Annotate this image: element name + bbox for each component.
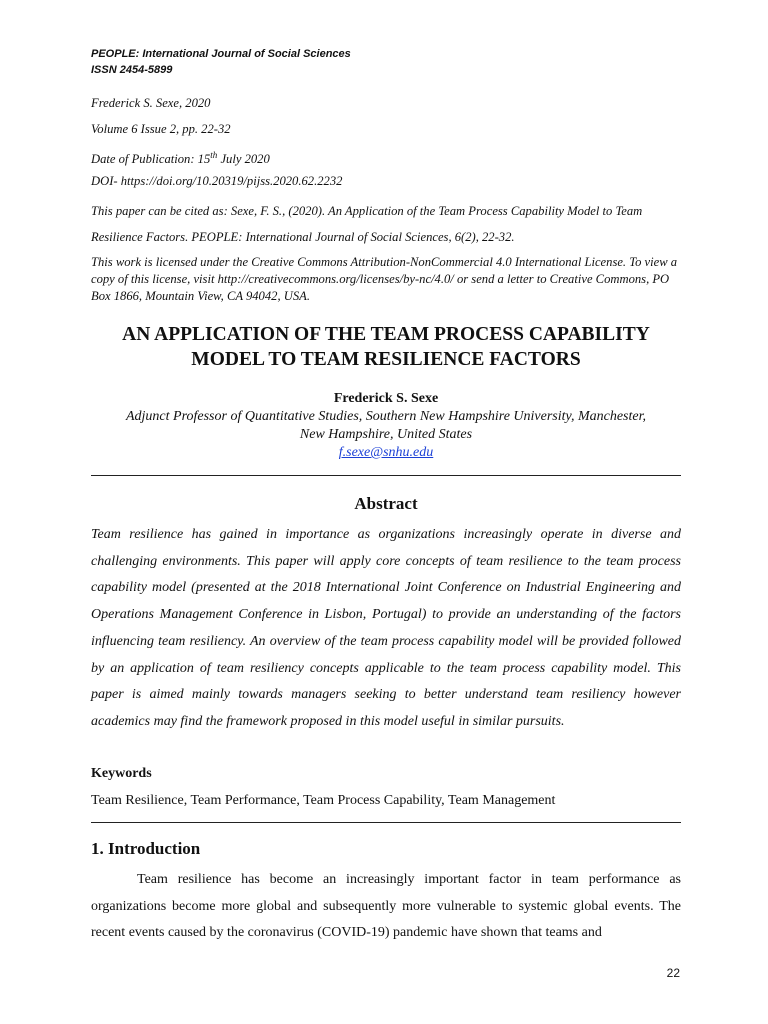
license-statement: This work is licensed under the Creative Commons Attribution-NonCommercial 4.0 International License. To view a copy of this license, visit http://creativecommons.org/licenses/by-nc/4.0/ or send a letter to Creative Commons, PO Box 1866, Mountain View, CA 94042, USA. — [91, 255, 678, 303]
paper-title — [91, 322, 681, 372]
divider-top — [91, 475, 681, 476]
title-line-2: MODEL TO TEAM RESILIENCE FACTORS — [191, 349, 581, 370]
divider-bottom — [91, 822, 681, 823]
introduction-body: Team resilience has become an increasingly important factor in team performance as organizations become more global and subsequently more vulnerable to systemic global events. The recent events caused by the coronavirus (COVID-19) pandemic have shown that teams and — [91, 872, 681, 941]
page-number: 22 — [666, 966, 680, 980]
abstract-body: Team resilience has gained in importance as organizations increasingly operate in diverse and challenging environments. This paper will apply core concepts of team resilience to the team process capability model (presented at the 2018 International Joint Conference on Industrial Engineering and Operations Management Conference in Lisbon, Portugal) to provide an understanding of the factors influencing team resiliency. An overview of the team process capability model will be provided followed by an application of team resiliency concepts applicable to the team process capability model. This paper is aimed mainly towards managers seeking to better understand team resiliency however academics may find the framework proposed in this model useful in similar pursuits. — [91, 527, 681, 729]
pub-date-suffix: July 2020 — [217, 152, 270, 167]
title-line-1: AN APPLICATION OF THE TEAM PROCESS CAPABILITY — [122, 324, 650, 345]
keywords-body: Team Resilience, Team Performance, Team Process Capability, Team Management — [91, 793, 556, 808]
affiliation-line-2: New Hampshire, United States — [299, 427, 473, 442]
pub-date-superscript: th — [210, 150, 218, 160]
journal-issn: ISSN 2454-5899 — [91, 64, 173, 76]
author-year: Frederick S. Sexe, 2020 — [91, 96, 211, 110]
pub-date-prefix: Date of Publication: 15 — [91, 152, 211, 167]
citation: This paper can be cited as: Sexe, F. S., (2020). An Application of the Team Process Capability Model to Team Resilience Factors. PEOPLE: International Journal of Social Sciences, 6(2), 22-32. — [91, 204, 643, 244]
volume-info: Volume 6 Issue 2, pp. 22-32 — [91, 122, 231, 136]
author-block — [91, 390, 681, 462]
publication-date — [91, 146, 681, 172]
journal-name: PEOPLE: International Journal of Social Sciences — [91, 48, 351, 60]
author-name: Frederick S. Sexe — [333, 391, 439, 406]
author-email-link[interactable]: f.sexe@snhu.edu — [338, 445, 434, 460]
journal-header — [91, 46, 351, 78]
affiliation-line-1: Adjunct Professor of Quantitative Studies, Southern New Hampshire University, Manchester, — [125, 409, 647, 424]
abstract-heading: Abstract — [354, 494, 418, 513]
publication-metadata — [91, 94, 681, 305]
doi: DOI- https://doi.org/10.20319/pijss.2020.62.2232 — [91, 174, 343, 188]
introduction-heading: 1. Introduction — [91, 839, 201, 858]
keywords-heading: Keywords — [91, 766, 152, 781]
